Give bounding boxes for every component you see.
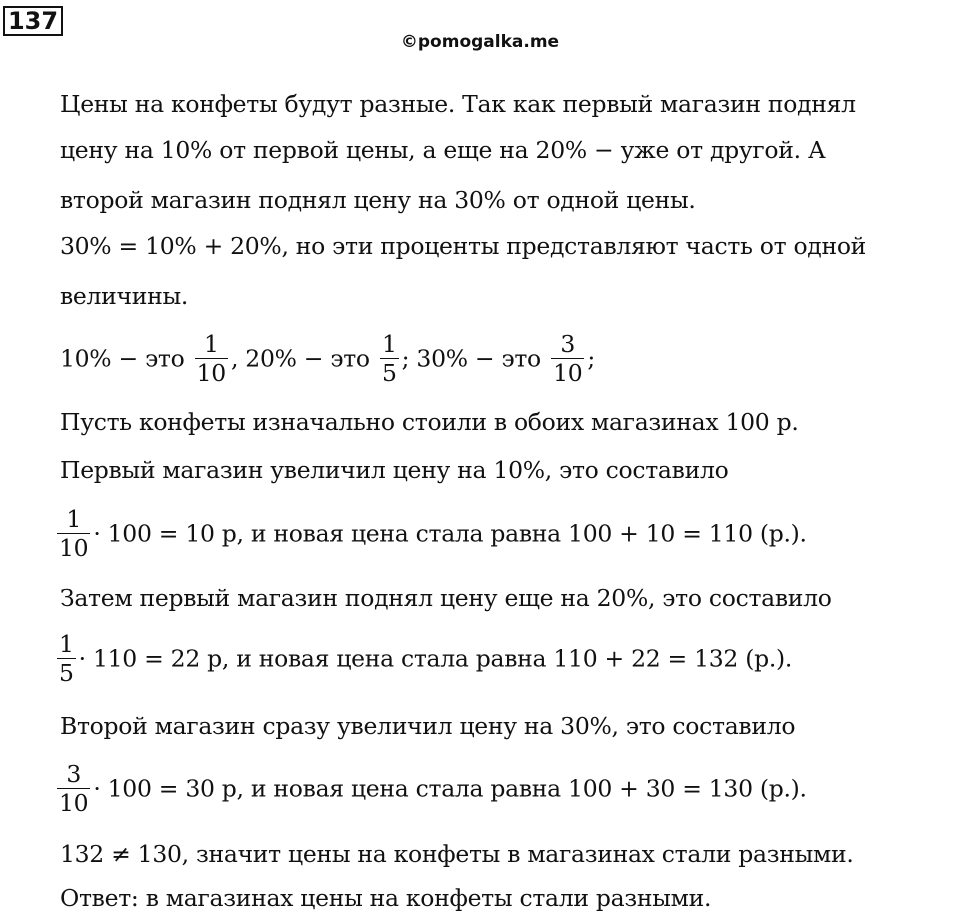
text-line-5: величины. (60, 282, 189, 310)
calc-expression: · 110 = 22 р, и новая цена стала равна 110 + 22 = 132 (р.). (78, 644, 793, 673)
site-watermark: ©pomogalka.me (400, 32, 560, 52)
fraction-numerator: 3 (57, 760, 90, 789)
fraction-one-fifth (57, 630, 76, 687)
fraction-three-tenths (551, 330, 584, 387)
text-line-4: 30% = 10% + 20%, но эти проценты представляют часть от одной (60, 232, 867, 260)
fraction-denominator: 10 (553, 359, 583, 387)
fraction-numerator: 1 (59, 630, 74, 658)
calc-line-2 (60, 630, 792, 687)
text-line-10: Затем первый магазин поднял цену еще на 20%, это составило (60, 584, 832, 612)
fraction-three-tenths (57, 760, 90, 817)
fraction-denominator: 10 (59, 534, 89, 562)
fraction-line-end: ; (587, 344, 595, 373)
problem-number: 137 (3, 6, 63, 36)
answer-line: Ответ: в магазинах цены на конфеты стали разными. (60, 884, 712, 912)
fraction-denominator: 5 (59, 659, 74, 687)
fraction-numerator: 1 (195, 330, 228, 359)
calc-expression: · 100 = 30 р, и новая цена стала равна 100 + 30 = 130 (р.). (93, 774, 807, 803)
fraction-one-fifth (380, 330, 399, 387)
text-line-2: цену на 10% от первой цены, а еще на 20% − уже от другой. А (60, 136, 826, 164)
text-line-14: 132 ≠ 130, значит цены на конфеты в магазинах стали разными. (60, 840, 854, 868)
fraction-label-b: , 20% − это (230, 344, 370, 373)
fraction-numerator: 3 (551, 330, 584, 359)
text-line-3: второй магазин поднял цену на 30% от одной цены. (60, 186, 696, 214)
fraction-numerator: 1 (57, 505, 90, 534)
fraction-numerator: 1 (381, 330, 397, 358)
calc-line-1 (60, 505, 807, 562)
text-line-12: Второй магазин сразу увеличил цену на 30%, это составило (60, 712, 796, 740)
calc-expression: · 100 = 10 р, и новая цена стала равна 100 + 10 = 110 (р.). (93, 519, 807, 548)
fraction-denominator: 10 (59, 789, 89, 817)
text-line-1: Цены на конфеты будут разные. Так как первый магазин поднял (60, 90, 856, 118)
fraction-denominator: 5 (381, 359, 397, 387)
text-line-7: Пусть конфеты изначально стоили в обоих магазинах 100 р. (60, 408, 799, 436)
fractions-line (60, 330, 595, 387)
calc-line-3 (60, 760, 807, 817)
fraction-denominator: 10 (196, 359, 226, 387)
text-line-8: Первый магазин увеличил цену на 10%, это составило (60, 456, 729, 484)
fraction-label-c: ; 30% − это (401, 344, 541, 373)
fraction-one-tenth (195, 330, 228, 387)
fraction-label-a: 10% − это (60, 344, 185, 373)
fraction-one-tenth (57, 505, 90, 562)
